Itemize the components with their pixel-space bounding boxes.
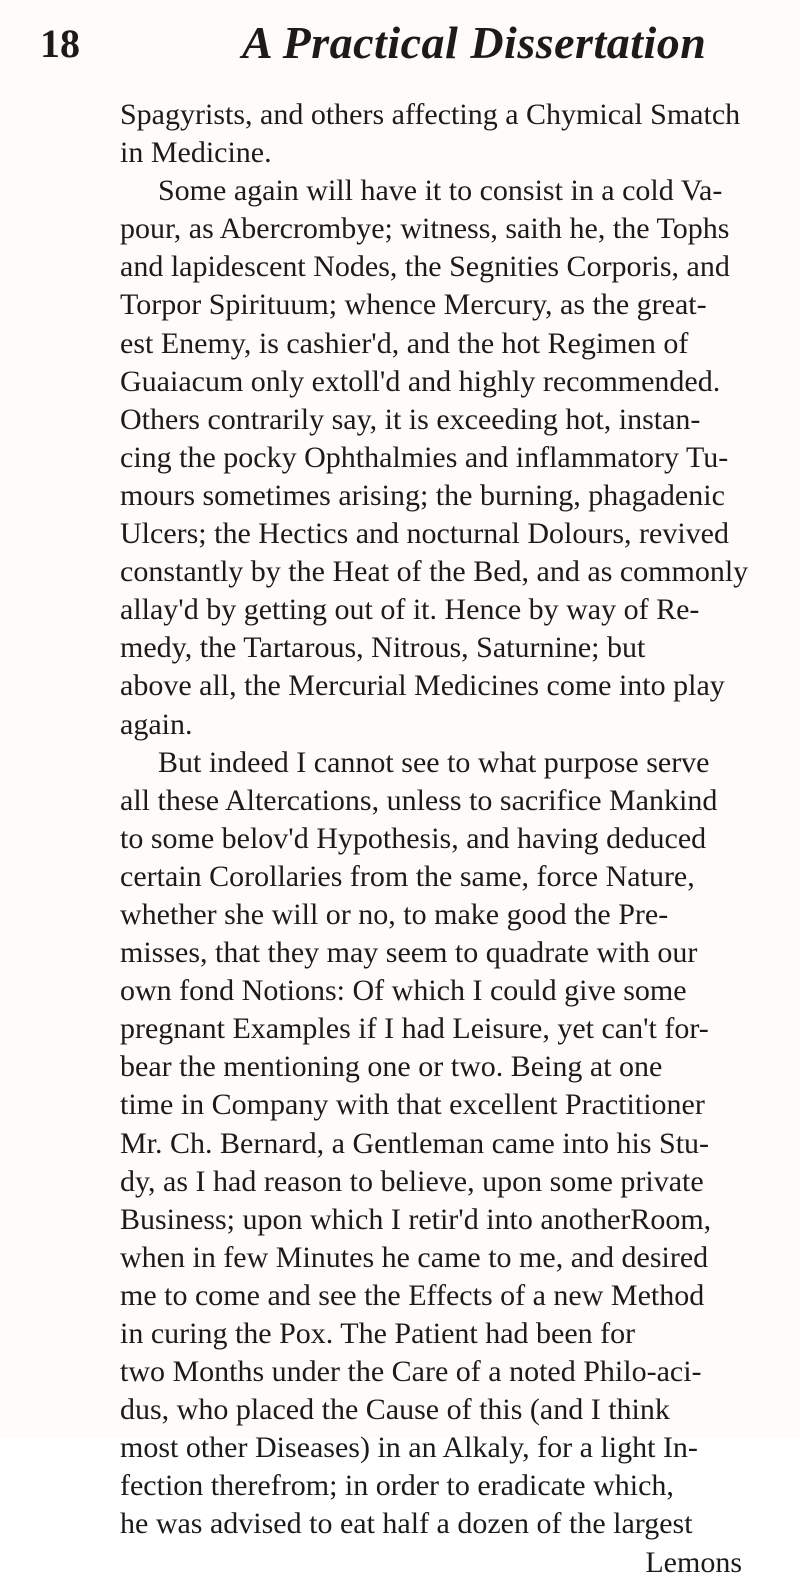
catchword: Lemons <box>645 1545 742 1579</box>
text-line: Business; upon which I retir'd into anotherRoom, <box>120 1202 712 1236</box>
text-line: time in Company with that excellent Practitioner <box>120 1088 705 1122</box>
text-line: above all, the Mercurial Medicines come into play <box>120 669 725 703</box>
text-line: whether she will or no, to make good the Pre- <box>120 897 669 931</box>
text-line: and lapidescent Nodes, the Segnities Corporis, and <box>120 250 730 284</box>
text-line: Others contrarily say, it is exceeding hot, instan- <box>120 402 701 436</box>
text-line: allay'd by getting out of it. Hence by way of Re- <box>120 593 700 627</box>
text-line: fection therefrom; in order to eradicate which, <box>120 1469 674 1503</box>
text-line: Ulcers; the Hectics and nocturnal Dolours, revived <box>120 517 729 551</box>
text-line: all these Altercations, unless to sacrifice Mankind <box>120 783 718 817</box>
text-line: But indeed I cannot see to what purpose serve <box>158 745 710 779</box>
text-line: pregnant Examples if I had Leisure, yet can't for- <box>120 1012 709 1046</box>
page-header <box>40 14 780 84</box>
body-text <box>120 96 750 1582</box>
text-line: to some belov'd Hypothesis, and having deduced <box>120 821 707 855</box>
text-line: Spagyrists, and others affecting a Chymical Smatch <box>120 98 741 131</box>
text-line: in Medicine. <box>120 136 272 170</box>
text-line: in curing the Pox. The Patient had been for <box>120 1317 636 1350</box>
text-line: Mr. Ch. Bernard, a Gentleman came into his Stu- <box>120 1126 710 1160</box>
text-line: when in few Minutes he came to me, and desired <box>120 1240 709 1274</box>
text-line: me to come and see the Effects of a new Method <box>120 1278 705 1312</box>
text-line: pour, as Abercrombye; witness, saith he, the Tophs <box>120 212 730 246</box>
text-line: Some again will have it to consist in a cold Va- <box>158 174 723 208</box>
text-line: constantly by the Heat of the Bed, and as commonly <box>120 555 749 589</box>
text-line: cing the pocky Ophthalmies and inflammatory Tu- <box>120 440 729 474</box>
text-line: dy, as I had reason to believe, upon some private <box>120 1164 704 1198</box>
text-line: Torpor Spirituum; whence Mercury, as the great- <box>120 288 707 322</box>
text-line: two Months under the Care of a noted Philo-aci- <box>120 1355 702 1389</box>
text-line: bear the mentioning one or two. Being at one <box>120 1050 663 1084</box>
running-head: A Practical Dissertation <box>242 17 707 68</box>
text-line: own fond Notions: Of which I could give some <box>120 974 687 1008</box>
text-line: misses, that they may seem to quadrate with our <box>120 936 698 970</box>
text-line: he was advised to eat half a dozen of the largest <box>120 1507 693 1541</box>
text-line: mours sometimes arising; the burning, phagadenic <box>120 478 725 512</box>
text-line: again. <box>120 707 193 741</box>
text-line: dus, who placed the Cause of this (and I think <box>120 1393 670 1427</box>
text-line: est Enemy, is cashier'd, and the hot Regimen of <box>120 326 689 360</box>
text-line: certain Corollaries from the same, force Nature, <box>120 859 695 893</box>
text-line: medy, the Tartarous, Nitrous, Saturnine; but <box>120 631 646 665</box>
page-number: 18 <box>40 21 80 66</box>
text-line: most other Diseases) in an Alkaly, for a light In- <box>120 1431 698 1465</box>
text-line: Guaiacum only extoll'd and highly recommended. <box>120 364 721 398</box>
